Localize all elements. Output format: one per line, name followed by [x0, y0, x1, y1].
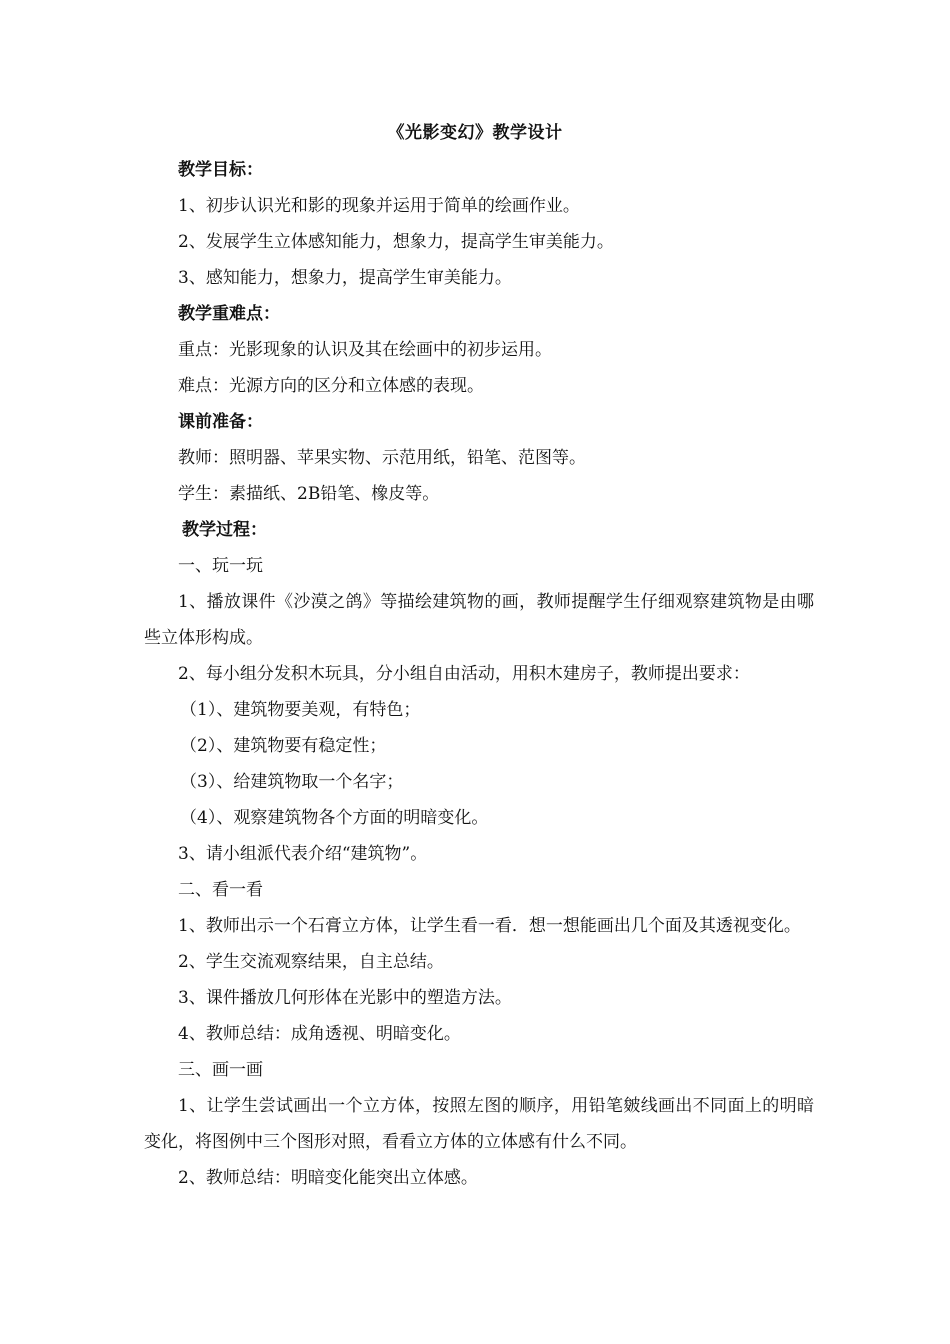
document-body [144, 152, 814, 1196]
part-title-look: 二、看一看 [178, 880, 263, 900]
part-title-draw: 三、画一画 [178, 1060, 263, 1080]
paragraph: 2、每小组分发积木玩具，分小组自由活动，用积木建房子，教师提出要求： [178, 664, 750, 684]
section-heading-preparation: 课前准备： [178, 412, 263, 432]
paragraph: 4、教师总结：成角透视、明暗变化。 [178, 1024, 461, 1044]
document-title: 《光影变幻》教学设计 [387, 123, 563, 143]
requirement-item: （1）、建筑物要美观，有特色； [180, 700, 421, 720]
preparation-item: 学生：素描纸、2B铅笔、橡皮等。 [178, 484, 440, 504]
requirement-item: （2）、建筑物要有稳定性； [180, 736, 387, 756]
key-point-item: 难点：光源方向的区分和立体感的表现。 [178, 376, 484, 396]
goal-item: 1、初步认识光和影的现象并运用于简单的绘画作业。 [178, 196, 580, 216]
requirement-item: （4）、观察建筑物各个方面的明暗变化。 [180, 808, 489, 828]
preparation-item: 教师：照明器、苹果实物、示范用纸，铅笔、范图等。 [178, 448, 586, 468]
paragraph: 3、请小组派代表介绍“建筑物”。 [178, 844, 428, 864]
key-point-item: 重点：光影现象的认识及其在绘画中的初步运用。 [178, 340, 552, 360]
part-title-play: 一、玩一玩 [178, 556, 263, 576]
goal-item: 3、感知能力，想象力，提高学生审美能力。 [178, 268, 512, 288]
paragraph: 1、教师出示一个石膏立方体，让学生看一看．想一想能画出几个面及其透视变化。 [178, 916, 801, 936]
paragraph: 1、播放课件《沙漠之鸽》等描绘建筑物的画，教师提醒学生仔细观察建筑物是由哪些立体形构成。 [144, 592, 814, 648]
section-heading-process: 教学过程： [182, 520, 267, 540]
paragraph: 2、学生交流观察结果，自主总结。 [178, 952, 444, 972]
paragraph: 1、让学生尝试画出一个立方体，按照左图的顺序，用铅笔皴线画出不同面上的明暗变化，将图例中三个图形对照，看看立方体的立体感有什么不同。 [144, 1096, 814, 1152]
goal-item: 2、发展学生立体感知能力，想象力，提高学生审美能力。 [178, 232, 614, 252]
requirement-item: （3）、给建筑物取一个名字； [180, 772, 404, 792]
paragraph: 2、教师总结：明暗变化能突出立体感。 [178, 1168, 478, 1188]
section-heading-goals: 教学目标： [178, 160, 263, 180]
section-heading-key-points: 教学重难点： [178, 304, 280, 324]
paragraph: 3、课件播放几何形体在光影中的塑造方法。 [178, 988, 512, 1008]
